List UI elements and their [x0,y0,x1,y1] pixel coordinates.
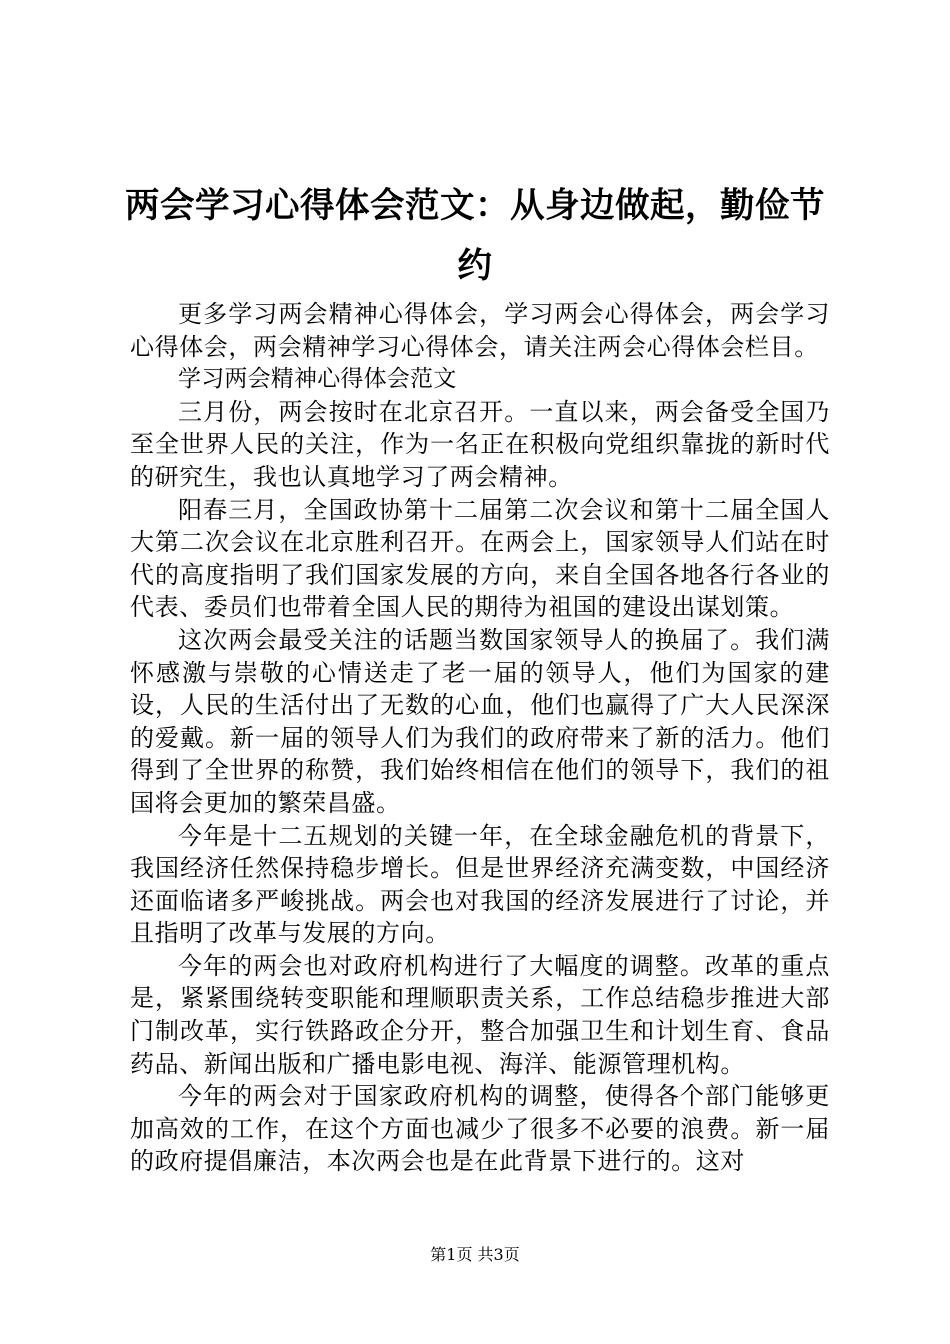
document-body [130,298,830,1178]
paragraph: 这次两会最受关注的话题当数国家领导人的换届了。我们满怀感激与崇敬的心情送走了老一届的领导人，他们为国家的建设，人民的生活付出了无数的心血，他们也赢得了广大人民深深的爱戴。新一届的领导人们为我们的政府带来了新的活力。他们得到了全世界的称赞，我们始终相信在他们的领导下，我们的祖国将会更加的繁荣昌盛。 [130,625,830,817]
paragraph: 阳春三月，全国政协第十二届第二次会议和第十二届全国人大第二次会议在北京胜利召开。在两会上，国家领导人们站在时代的高度指明了我们国家发展的方向，来自全国各地各行各业的代表、委员们也带着全国人民的期待为祖国的建设出谋划策。 [130,495,830,622]
section-subheading: 学习两会精神心得体会范文 [178,366,457,393]
paragraph: 今年是十二五规划的关键一年，在全球金融危机的背景下，我国经济任然保持稳步增长。但是世界经济充满变数，中国经济还面临诸多严峻挑战。两会也对我国的经济发展进行了讨论，并且指明了改革与发展的方向。 [130,821,830,948]
paragraph-intro: 更多学习两会精神心得体会，学习两会心得体会，两会学习心得体会，两会精神学习心得体会，请关注两会心得体会栏目。 [130,300,830,361]
paragraph: 三月份，两会按时在北京召开。一直以来，两会备受全国乃至全世界人民的关注，作为一名正在积极向党组织靠拢的新时代的研究生，我也认真地学习了两会精神。 [130,397,830,491]
paragraph: 今年的两会也对政府机构进行了大幅度的调整。改革的重点是，紧紧围绕转变职能和理顺职责关系，工作总结稳步推进大部门制改革，实行铁路政企分开，整合加强卫生和计划生育、食品药品、新闻出版和广播电影电视、海洋、能源管理机构。 [130,951,830,1078]
paragraph: 今年的两会对于国家政府机构的调整，使得各个部门能够更加高效的工作，在这个方面也减少了很多不必要的浪费。新一届的政府提倡廉洁，本次两会也是在此背景下进行的。这对 [130,1082,830,1176]
document-title: 两会学习心得体会范文：从身边做起，勤俭节约 [125,186,825,286]
page-number-footer: 第1页 共3页 [430,1245,520,1264]
